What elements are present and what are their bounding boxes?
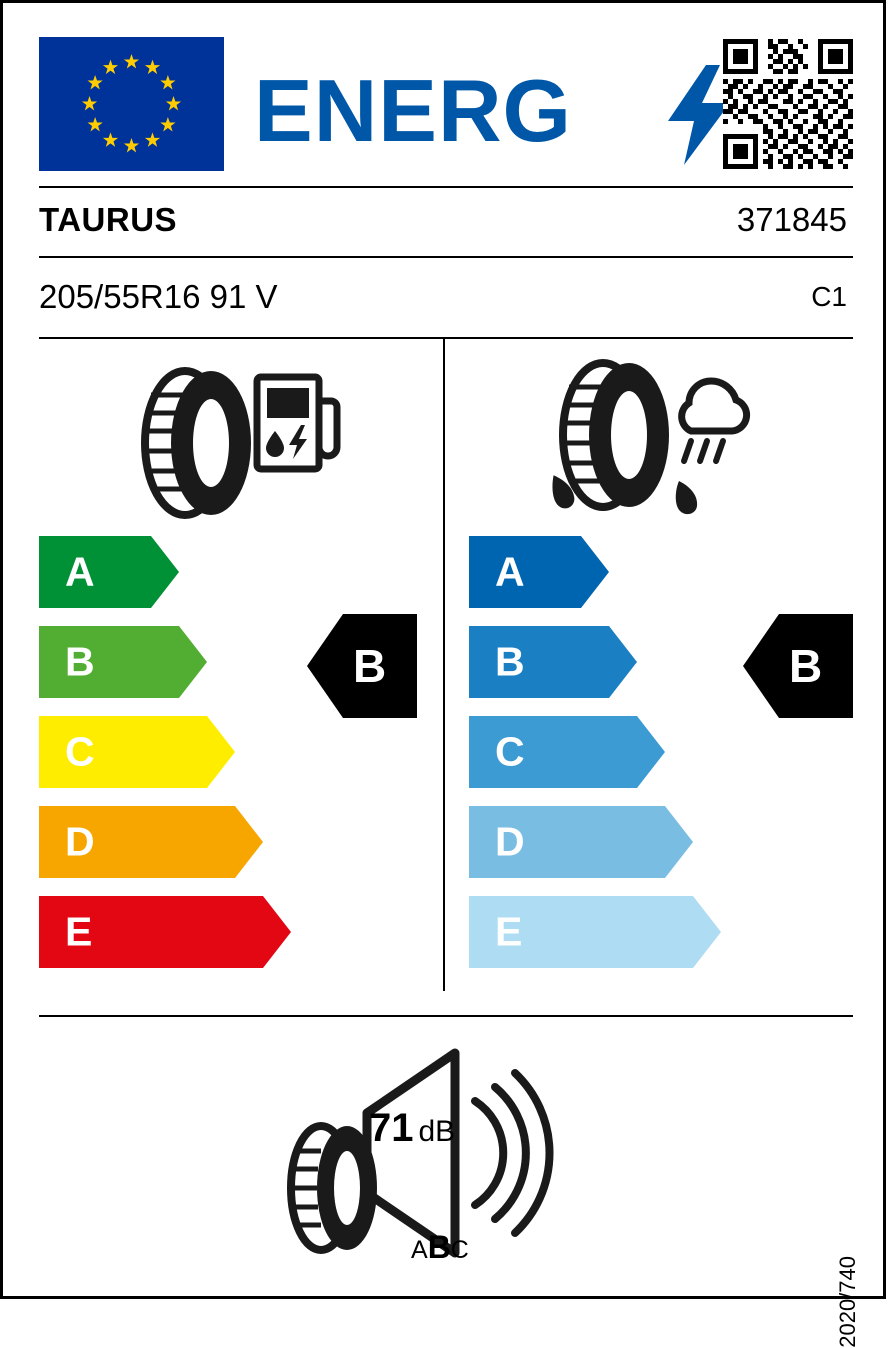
selected-grade: B (789, 640, 823, 692)
fuel-efficiency-pictogram (129, 355, 329, 535)
grade-bar (39, 716, 429, 788)
divider-top (39, 186, 853, 188)
grade-letter: E (65, 908, 93, 955)
grade-bar (469, 806, 859, 878)
grade-bar (39, 536, 429, 608)
regulation-reference: 2020/740 (835, 1256, 860, 1348)
noise-number: 71 (369, 1106, 414, 1150)
grade-letter: A (495, 548, 525, 595)
energy-wordmark: ENERG (254, 61, 572, 160)
grade-bar (469, 716, 859, 788)
grade-letter: B (495, 638, 525, 685)
grade-letter: B (65, 638, 95, 685)
grade-bar (469, 536, 859, 608)
label-header (39, 37, 853, 173)
noise-class-c: C (450, 1236, 469, 1264)
noise-unit: dB (418, 1115, 456, 1148)
grade-letter: E (495, 908, 523, 955)
divider-noise (39, 1015, 853, 1017)
grade-letter: A (65, 548, 95, 595)
pictogram-row (3, 355, 889, 525)
fuel-efficiency-scale (39, 536, 429, 986)
tire-class: C1 (811, 281, 847, 312)
noise-class-a: A (411, 1236, 428, 1264)
noise-class-scale (411, 1231, 469, 1263)
eu-flag-icon (39, 37, 224, 171)
grade-bar (39, 896, 429, 968)
grade-letter: D (495, 818, 525, 865)
grade-bar (469, 896, 859, 968)
loudspeaker-icon (367, 1053, 550, 1253)
divider-brand (39, 256, 853, 258)
brand-name: TAURUS (39, 201, 178, 238)
selected-grade: B (353, 640, 387, 692)
wet-grip-scale (469, 536, 859, 986)
fuel-efficiency-selected-arrow (307, 614, 417, 718)
tyre-icon (563, 363, 669, 507)
grade-letter: C (65, 728, 95, 775)
divider-size (39, 337, 853, 339)
model-code: 371845 (736, 201, 847, 238)
qr-code-icon (723, 39, 853, 169)
grade-letter: D (65, 818, 95, 865)
noise-class-b-selected: B (427, 1229, 451, 1265)
rain-cloud-icon (682, 381, 747, 461)
grade-bar (39, 806, 429, 878)
wet-grip-pictogram (539, 355, 749, 535)
grade-letter: C (495, 728, 525, 775)
fuel-pump-icon (257, 377, 337, 469)
wet-grip-selected-arrow (743, 614, 853, 718)
tyre-icon (145, 371, 251, 515)
noise-value (369, 1108, 455, 1148)
tire-size: 205/55R16 91 V (39, 278, 278, 315)
